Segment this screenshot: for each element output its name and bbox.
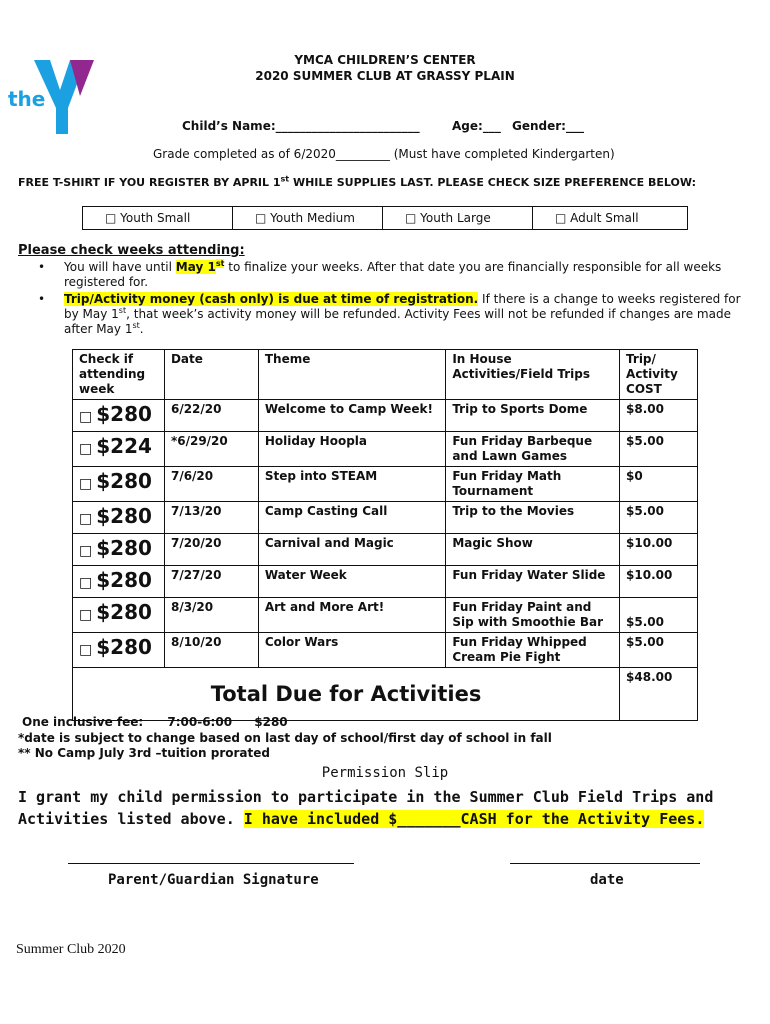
week-check-cell[interactable] — [73, 467, 165, 502]
checkbox-icon[interactable]: □ — [79, 441, 93, 457]
size-option-youth-medium[interactable] — [233, 207, 383, 229]
week-activity: Fun Friday Water Slide — [446, 566, 620, 598]
week-cost: $5.00 — [620, 502, 698, 534]
size-option-youth-large[interactable] — [383, 207, 533, 229]
age-field[interactable]: Age:___ — [452, 119, 501, 133]
week-check-cell[interactable] — [73, 633, 165, 668]
note-date: *date is subject to change based on last day of school/first day of school in fall — [18, 731, 552, 745]
total-row — [73, 668, 698, 721]
header-check: Check if attending week — [73, 350, 165, 400]
week-activity: Trip to the Movies — [446, 502, 620, 534]
checkbox-icon[interactable]: □ — [79, 642, 93, 658]
checkbox-icon[interactable]: □ — [79, 409, 93, 425]
week-price: $280 — [96, 568, 152, 592]
checkbox-icon[interactable]: □ — [105, 211, 117, 225]
table-row — [73, 566, 698, 598]
checkbox-icon[interactable]: □ — [79, 476, 93, 492]
week-activity: Fun Friday Whipped Cream Pie Fight — [446, 633, 620, 668]
week-cost: $5.00 — [620, 432, 698, 467]
week-price: $280 — [96, 504, 152, 528]
week-theme: Welcome to Camp Week! — [258, 400, 445, 432]
page-footer: Summer Club 2020 — [16, 942, 126, 957]
week-theme: Step into STEAM — [258, 467, 445, 502]
week-check-cell[interactable] — [73, 502, 165, 534]
logo-text: the — [8, 87, 46, 111]
week-activity: Fun Friday Barbeque and Lawn Games — [446, 432, 620, 467]
week-price: $280 — [96, 469, 152, 493]
bullet-icon: • — [38, 292, 46, 306]
checkbox-icon[interactable]: □ — [255, 211, 267, 225]
table-row — [73, 502, 698, 534]
header-activities: In House Activities/Field Trips — [446, 350, 620, 400]
week-check-cell[interactable] — [73, 566, 165, 598]
week-activity: Fun Friday Paint and Sip with Smoothie Bar — [446, 598, 620, 633]
bullet2-b: , that week’s activity money will be refunded. Activity Fees will not be refunded if changes are made after May 1 — [64, 307, 731, 336]
shirt-notice-b: WHILE SUPPLIES LAST. PLEASE CHECK SIZE PREFERENCE BELOW: — [289, 176, 697, 189]
week-date: 6/22/20 — [164, 400, 258, 432]
checkbox-icon[interactable]: □ — [79, 543, 93, 559]
week-theme: Camp Casting Call — [258, 502, 445, 534]
ymca-logo — [6, 56, 98, 136]
header-theme: Theme — [258, 350, 445, 400]
week-price: $280 — [96, 402, 152, 426]
checkbox-icon[interactable]: □ — [79, 511, 93, 527]
table-row — [73, 432, 698, 467]
grade-field[interactable]: Grade completed as of 6/2020_________ (Must have completed Kindergarten) — [153, 147, 615, 161]
week-price: $280 — [96, 635, 152, 659]
shirt-notice-sup: st — [280, 174, 290, 184]
bullet1-a: You will have until — [64, 260, 176, 274]
week-activity: Magic Show — [446, 534, 620, 566]
permission-text — [18, 786, 758, 830]
weeks-bullet-2 — [64, 292, 744, 337]
week-theme: Water Week — [258, 566, 445, 598]
table-row — [73, 598, 698, 633]
week-cost: $5.00 — [620, 598, 698, 633]
fee-amount: $280 — [254, 715, 288, 729]
parent-signature-label: Parent/Guardian Signature — [108, 872, 319, 888]
date-signature-line[interactable] — [510, 863, 700, 864]
bullet2-sup2: st — [132, 321, 140, 330]
bullet2-highlight: Trip/Activity money (cash only) is due at time of registration. — [64, 292, 479, 306]
parent-signature-line[interactable] — [68, 863, 354, 864]
size-label: Adult Small — [570, 211, 639, 225]
size-option-youth-small[interactable] — [83, 207, 233, 229]
checkbox-icon[interactable]: □ — [555, 211, 567, 225]
checkbox-icon[interactable]: □ — [79, 575, 93, 591]
header-cost: Trip/ Activity COST — [620, 350, 698, 400]
week-date: 7/27/20 — [164, 566, 258, 598]
header-date: Date — [164, 350, 258, 400]
bullet2-c: . — [139, 322, 144, 336]
date-label: date — [590, 872, 624, 888]
week-cost: $5.00 — [620, 633, 698, 668]
permission-title: Permission Slip — [321, 765, 449, 781]
bullet2-sup: st — [118, 306, 127, 315]
table-row — [73, 467, 698, 502]
week-check-cell[interactable] — [73, 598, 165, 633]
week-check-cell[interactable] — [73, 534, 165, 566]
shirt-notice-a: FREE T-SHIRT IF YOU REGISTER BY APRIL 1 — [18, 176, 281, 189]
fee-label: One inclusive fee: — [22, 715, 144, 729]
size-option-adult-small[interactable] — [533, 207, 685, 229]
week-date: *6/29/20 — [164, 432, 258, 467]
week-price: $224 — [96, 434, 152, 458]
permission-cash-field[interactable]: I have included $_______CASH for the Activity Fees. — [243, 810, 705, 828]
total-value: $48.00 — [620, 668, 698, 721]
schedule-table — [72, 349, 698, 721]
total-label: Total Due for Activities — [73, 668, 620, 721]
gender-field[interactable]: Gender:___ — [512, 119, 584, 133]
week-price: $280 — [96, 600, 152, 624]
week-cost: $8.00 — [620, 400, 698, 432]
bullet-icon: • — [38, 260, 46, 274]
size-label: Youth Small — [120, 211, 191, 225]
fee-time: 7:00-6:00 — [167, 715, 233, 729]
bullet1-b: to finalize your weeks. After that date you are financially responsible for all weeks registered for. — [64, 260, 722, 289]
week-theme: Holiday Hoopla — [258, 432, 445, 467]
week-check-cell[interactable] — [73, 432, 165, 467]
bullet2-a: If there is a change to weeks registered for by May 1 — [64, 292, 741, 321]
week-activity: Fun Friday Math Tournament — [446, 467, 620, 502]
shirt-size-row — [82, 206, 688, 230]
permission-text-a: I grant my child permission to participate in the Summer Club Field Trips and Activities listed above. — [18, 788, 714, 828]
week-price: $280 — [96, 536, 152, 560]
week-theme: Art and More Art! — [258, 598, 445, 633]
table-header-row — [73, 350, 698, 400]
week-cost: $10.00 — [620, 534, 698, 566]
bullet1-highlight: May 1 — [175, 260, 216, 274]
week-cost: $10.00 — [620, 566, 698, 598]
table-row — [73, 534, 698, 566]
checkbox-icon[interactable]: □ — [405, 211, 417, 225]
week-activity: Trip to Sports Dome — [446, 400, 620, 432]
weeks-bullet-1 — [64, 260, 744, 290]
size-label: Youth Medium — [270, 211, 355, 225]
shirt-notice — [18, 176, 696, 189]
week-date: 8/3/20 — [164, 598, 258, 633]
week-date: 8/10/20 — [164, 633, 258, 668]
week-theme: Carnival and Magic — [258, 534, 445, 566]
header-line1: YMCA CHILDREN’S CENTER — [294, 53, 476, 67]
week-date: 7/13/20 — [164, 502, 258, 534]
weeks-title: Please check weeks attending: — [18, 243, 245, 258]
table-row — [73, 400, 698, 432]
table-row — [73, 633, 698, 668]
week-theme: Color Wars — [258, 633, 445, 668]
child-name-field[interactable]: Child’s Name:________________________ — [182, 119, 420, 133]
week-date: 7/20/20 — [164, 534, 258, 566]
checkbox-icon[interactable]: □ — [79, 607, 93, 623]
bullet1-sup: st — [215, 259, 225, 268]
week-check-cell[interactable] — [73, 400, 165, 432]
week-cost: $0 — [620, 467, 698, 502]
fee-line — [22, 715, 288, 729]
logo-small-text: YMCA — [67, 108, 80, 127]
week-date: 7/6/20 — [164, 467, 258, 502]
header-line2: 2020 SUMMER CLUB AT GRASSY PLAIN — [255, 69, 515, 83]
size-label: Youth Large — [420, 211, 491, 225]
note-no-camp: ** No Camp July 3rd –tuition prorated — [18, 746, 270, 760]
